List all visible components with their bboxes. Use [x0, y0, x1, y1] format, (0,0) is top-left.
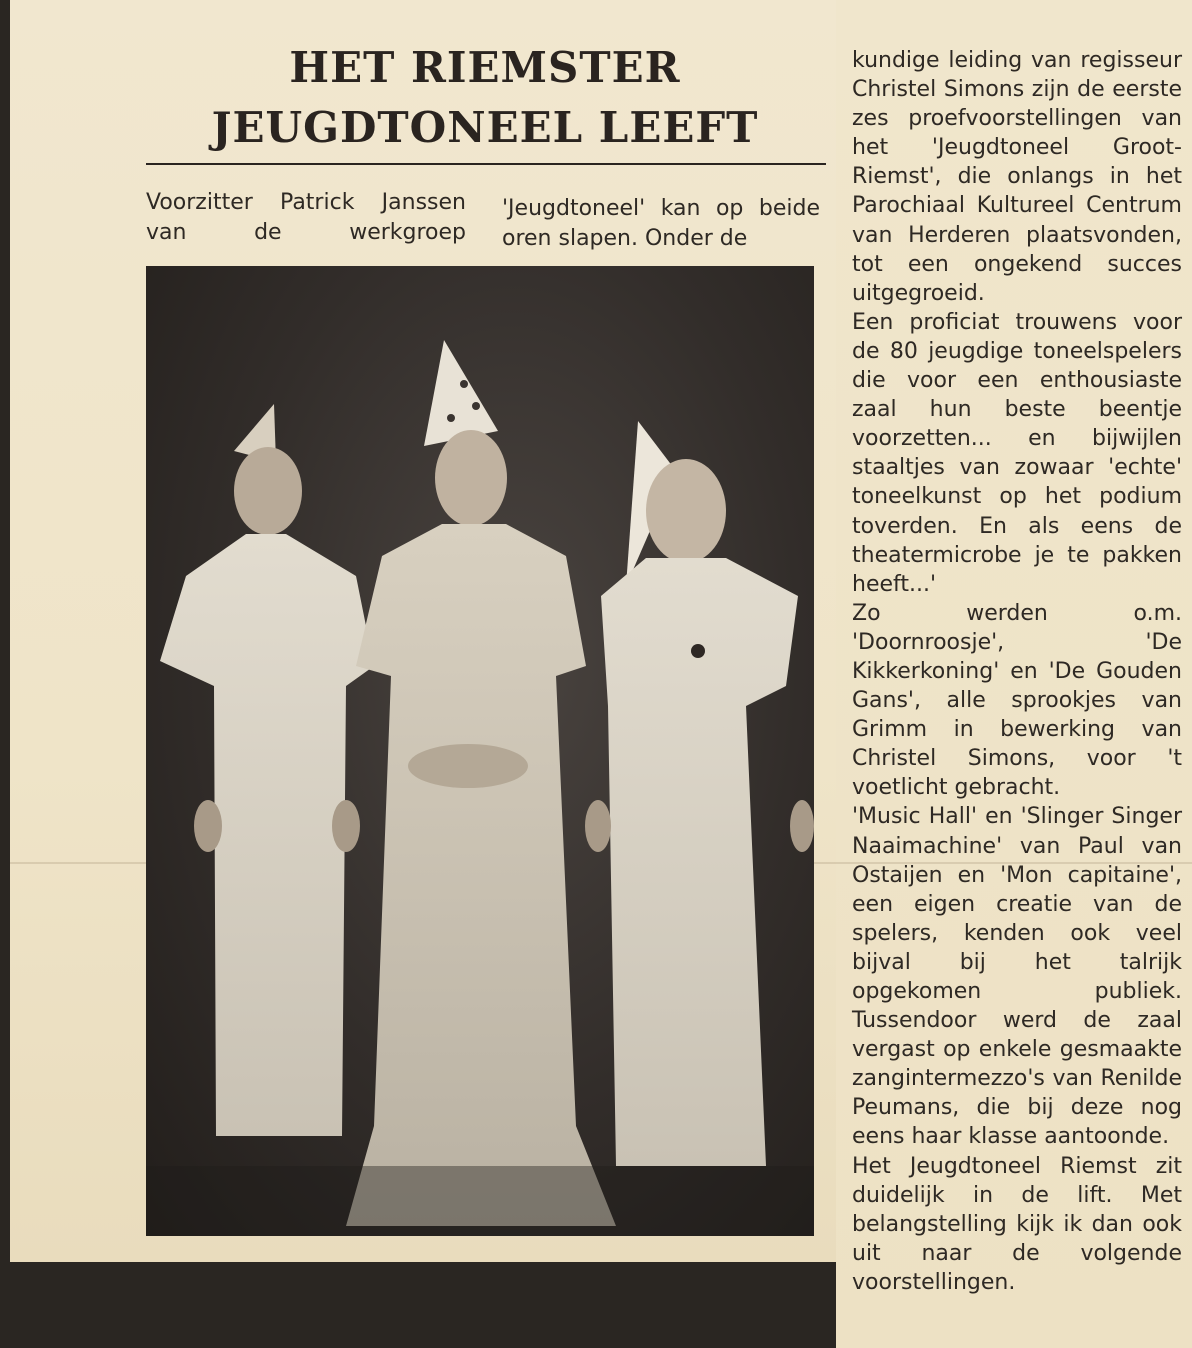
three-costumed-actors-photo	[146, 266, 814, 1236]
lead-paragraph-left: Voorzitter Patrick Janssen van de werkgroep	[146, 190, 466, 245]
lead-paragraph-middle: 'Jeugdtoneel' kan op beide oren slapen. Onder de	[502, 196, 820, 251]
article-headline	[140, 38, 830, 158]
headline-line-1: HET RIEMSTER	[289, 43, 681, 92]
article-photo	[146, 266, 814, 1236]
middle-actor-figure	[346, 340, 616, 1226]
headline-line-2: JEUGDTONEEL LEEFT	[211, 103, 759, 152]
right-actor-figure	[585, 421, 814, 1166]
article-body-right-column: kundige leiding van regisseur Christel Simons zijn de eerste zes proefvoorstellingen van het 'Jeugdtoneel Groot-Riemst', die onlangs in het Parochiaal Kultureel Centrum van Herderen plaatsvonden, tot een ongekend succes uitgegroeid. Een proficiat trouwens voor de 80 jeugdige toneelspelers die voor een enthousiaste zaal hun beste beentje voorzetten... en bijwijlen staaltjes van zowaar 'echte' toneelkunst op het podium toverden. En als eens de theatermicrobe je te pakken heeft...' Zo werden o.m. 'Doornroosje', 'De Kikkerkoning' en 'De Gouden Gans', alle sprookjes van Grimm in bewerking van Christel Simons, voor 't voetlicht gebracht. 'Music Hall' en 'Slinger Singer Naaimachine' van Paul van Ostaijen en 'Mon capitaine', een eigen creatie van de spelers, kenden ook veel bijval bij het talrijk opgekomen publiek. Tussendoor werd de zaal vergast op enkele gesmaakte zangintermezzo's van Renilde Peumans, die bij deze nog eens haar klasse aantoonde. Het Jeugdtoneel Riemst zit duidelijk in de lift. Met belangstelling kijk ik dan ook uit naar de volgende voorstellingen.	[852, 48, 1182, 1295]
left-actor-figure	[160, 404, 374, 1136]
headline-rule	[146, 163, 826, 165]
